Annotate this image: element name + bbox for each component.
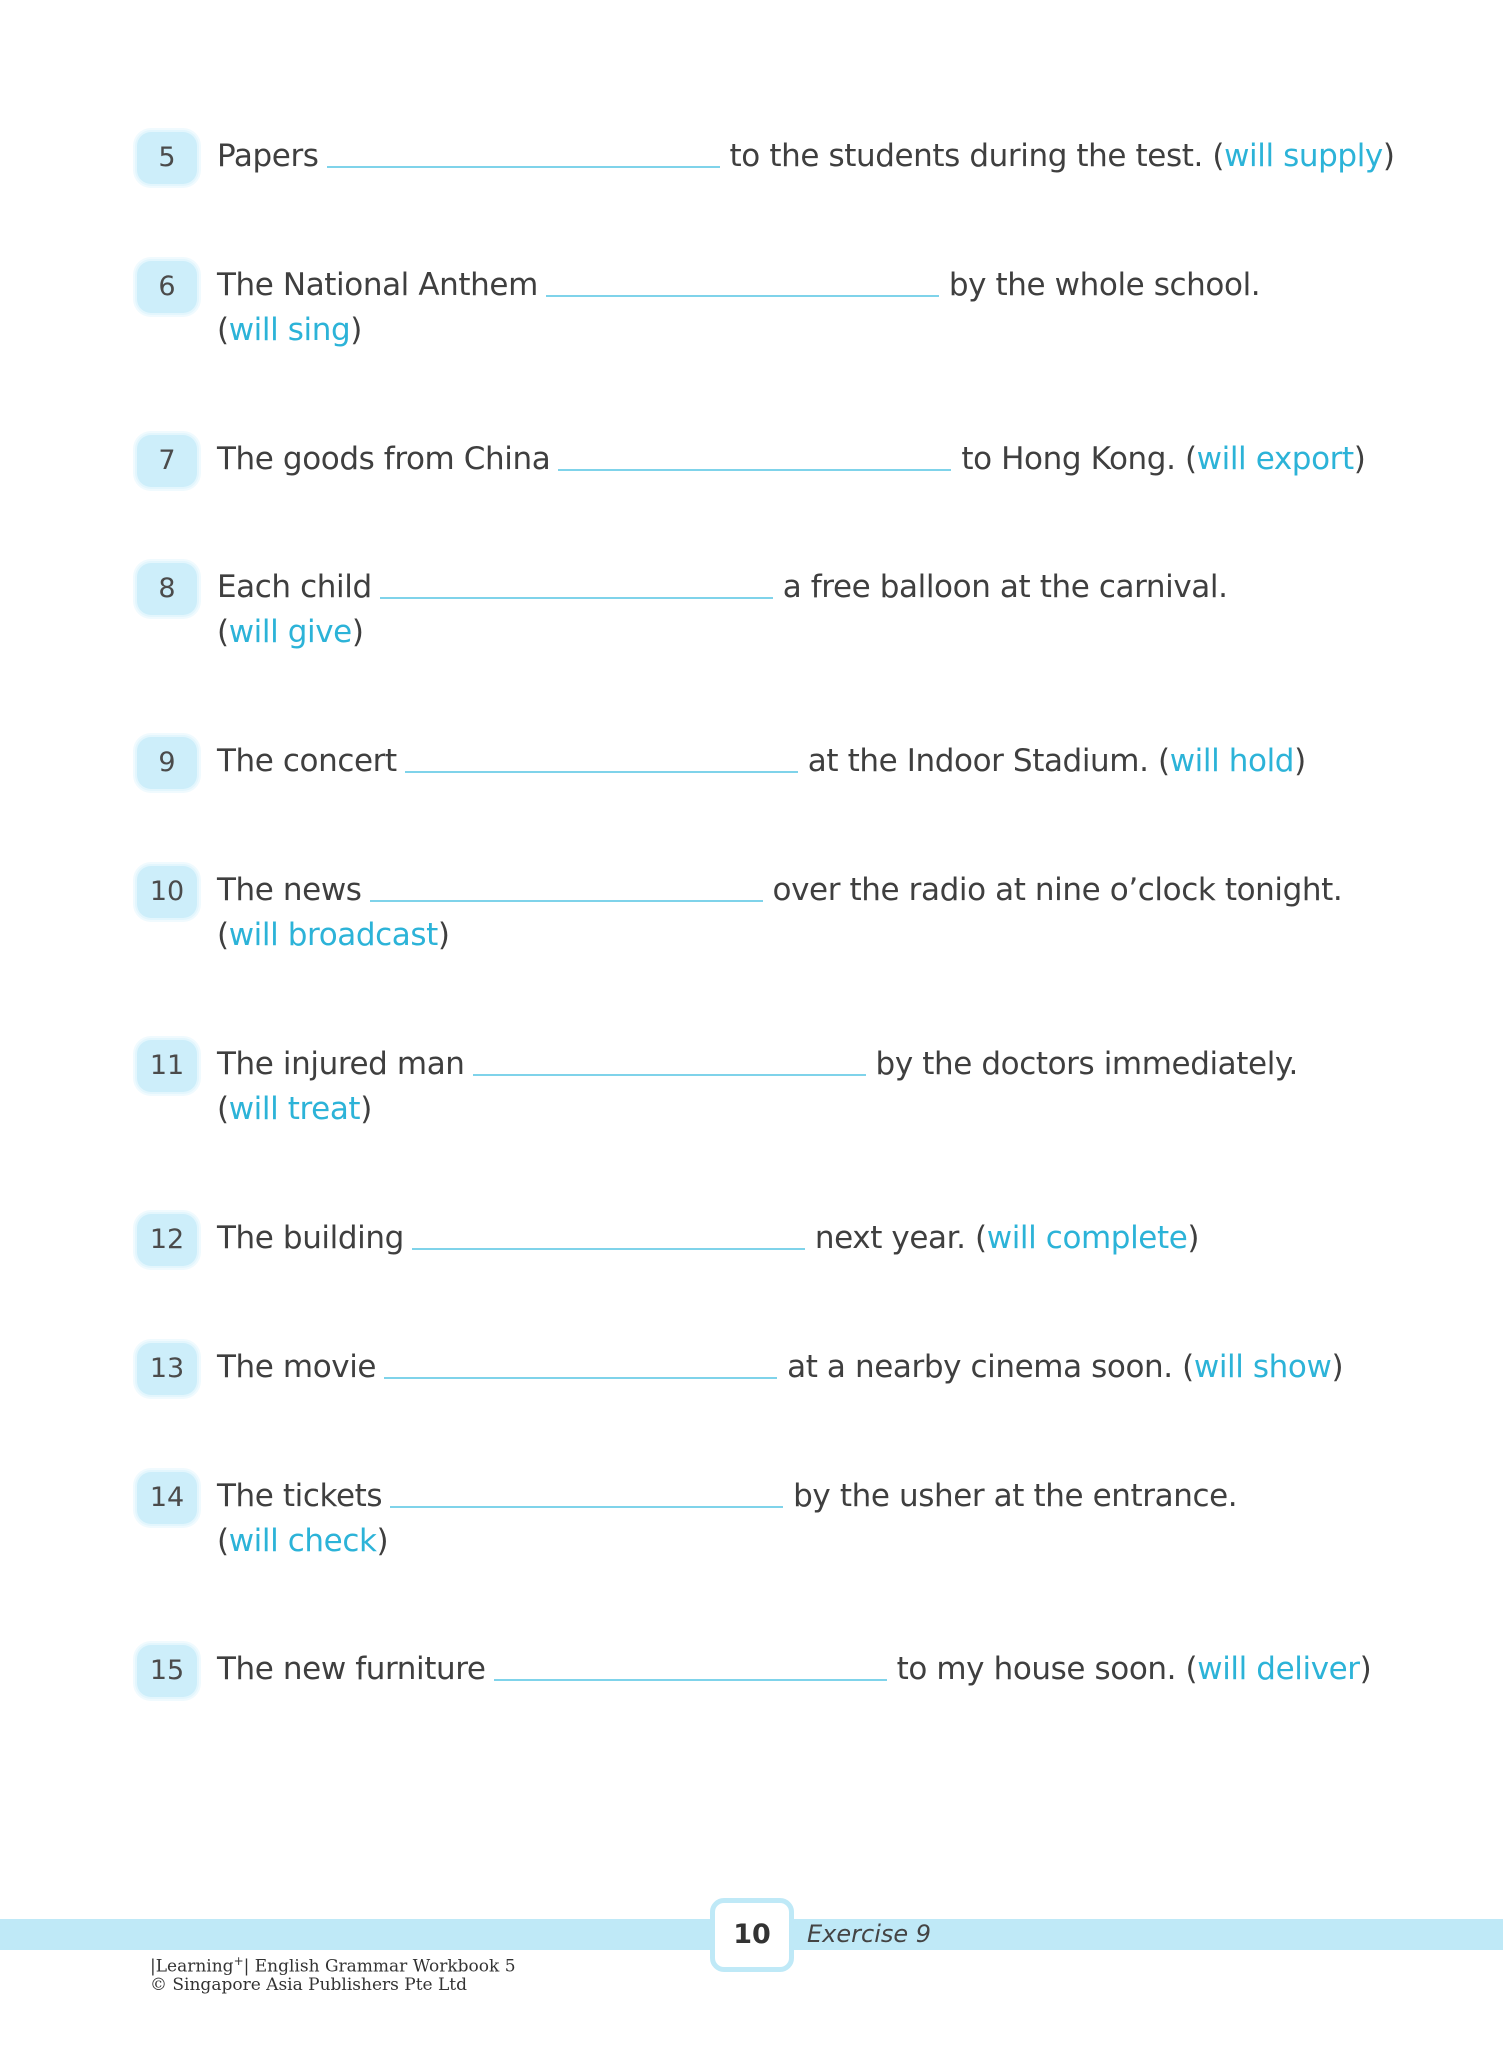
answer-blank[interactable] [412,1248,805,1250]
question-text: The concert at the Indoor Stadium. (will hold) [217,743,1306,779]
question-text: The building next year. (will complete) [217,1220,1200,1256]
question-number-badge: 6 [137,261,197,313]
answer-blank[interactable] [473,1074,866,1076]
verb-hint-line: (will give) [217,614,364,650]
question-number-badge: 12 [137,1214,197,1266]
answer-blank[interactable] [390,1506,783,1508]
question-number-badge: 11 [137,1040,197,1092]
question-text: The injured man by the doctors immediately. [217,1046,1298,1082]
verb-hint: will hold [1169,743,1295,779]
verb-hint-line: (will broadcast) [217,917,450,953]
answer-blank[interactable] [384,1377,777,1379]
verb-hint: will show [1193,1349,1332,1385]
answer-blank[interactable] [558,469,951,471]
question-text: The tickets by the usher at the entrance. [217,1478,1238,1514]
answer-blank[interactable] [494,1679,887,1681]
question-number-badge: 8 [137,563,197,615]
answer-blank[interactable] [327,166,720,168]
answer-blank[interactable] [546,295,939,297]
verb-hint: will export [1196,441,1354,477]
question-text: The National Anthem by the whole school. [217,267,1261,303]
question-text: The new furniture to my house soon. (will deliver) [217,1651,1372,1687]
verb-hint: will check [228,1523,377,1559]
verb-hint-line: (will treat) [217,1091,372,1127]
question-text: The news over the radio at nine o’clock tonight. [217,872,1343,908]
verb-hint: will give [228,614,352,650]
copyright: © Singapore Asia Publishers Pte Ltd [150,1975,468,1995]
answer-blank[interactable] [370,900,763,902]
verb-hint: will treat [228,1091,361,1127]
exercise-label: Exercise 9 [807,1920,932,1948]
question-number-badge: 9 [137,737,197,789]
question-text: Each child a free balloon at the carnival. [217,569,1228,605]
answer-blank[interactable] [380,597,773,599]
verb-hint: will supply [1224,138,1383,174]
question-number-badge: 5 [137,132,197,184]
verb-hint: will complete [986,1220,1188,1256]
verb-hint: will broadcast [228,917,438,953]
verb-hint: will sing [228,312,351,348]
page-number: 10 [710,1898,794,1972]
question-number-badge: 7 [137,435,197,487]
answer-blank[interactable] [405,771,798,773]
question-number-badge: 14 [137,1472,197,1524]
question-number-badge: 13 [137,1343,197,1395]
question-number-badge: 10 [137,866,197,918]
verb-hint: will deliver [1197,1651,1360,1687]
question-text: The movie at a nearby cinema soon. (will show) [217,1349,1344,1385]
verb-hint-line: (will check) [217,1523,389,1559]
verb-hint-line: (will sing) [217,312,362,348]
question-text: The goods from China to Hong Kong. (will export) [217,441,1366,477]
question-number-badge: 15 [137,1645,197,1697]
question-text: Papers to the students during the test. (will supply) [217,138,1395,174]
book-title: |Learning+| English Grammar Workbook 5 [150,1954,516,1977]
